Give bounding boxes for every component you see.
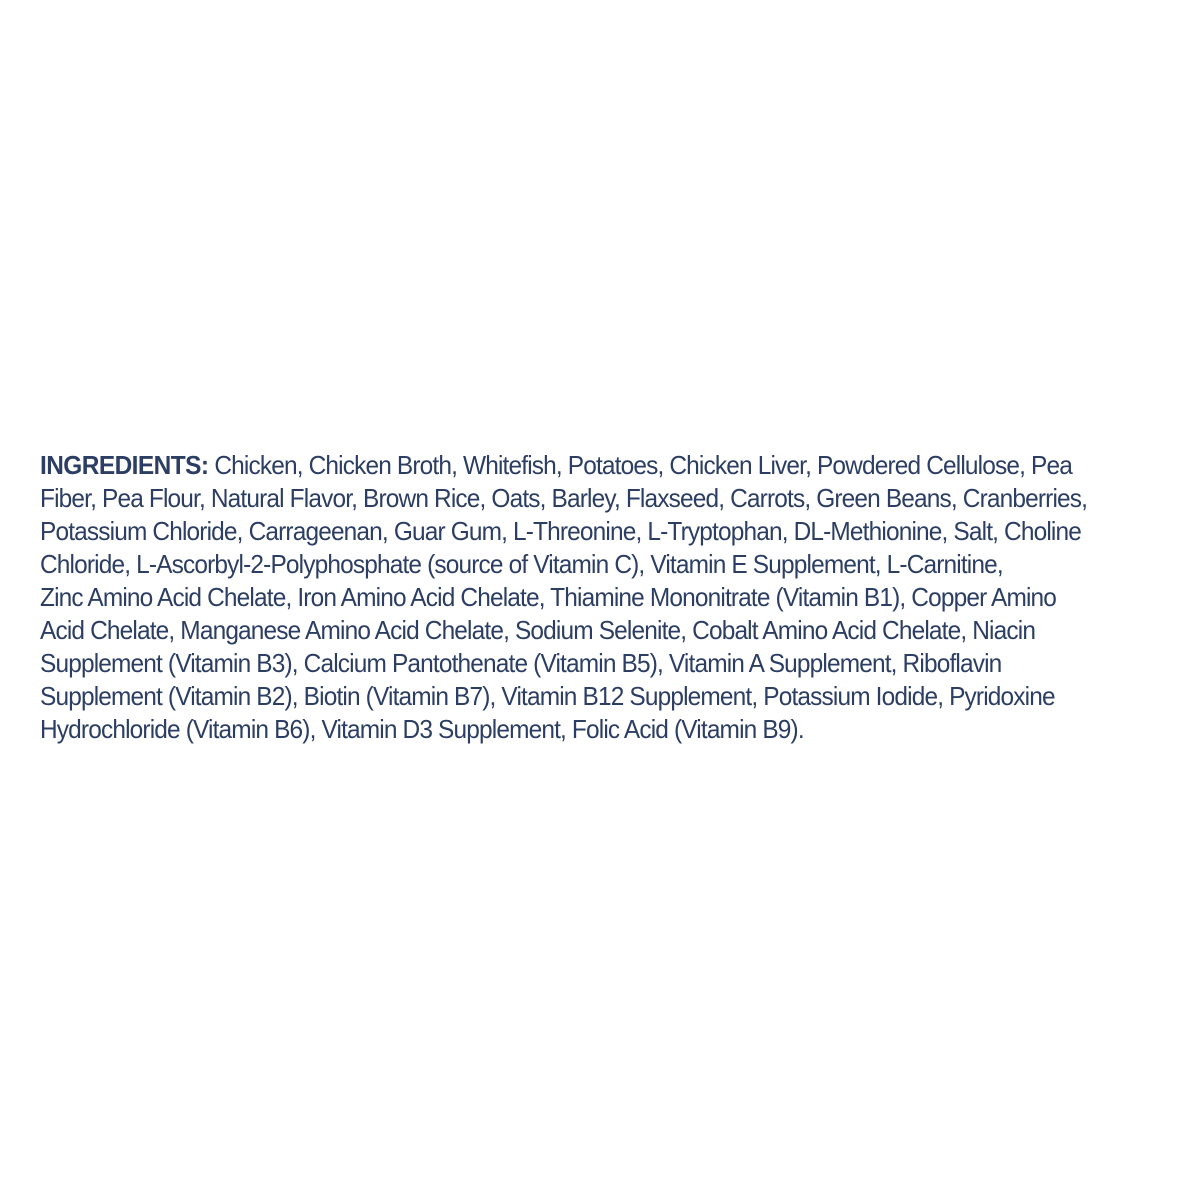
ingredients-line-1 (40, 449, 1095, 482)
ingredients-heading: INGREDIENTS: (40, 450, 209, 480)
ingredients-line-6: Acid Chelate, Manganese Amino Acid Chelate, Sodium Selenite, Cobalt Amino Acid Chelate, Niacin (40, 615, 1036, 645)
ingredients-text: Chicken, Chicken Broth, Whitefish, Potatoes, Chicken Liver, Powdered Cellulose, Pea (208, 450, 1072, 480)
ingredients-panel (40, 449, 1162, 746)
ingredients-line-9: Hydrochloride (Vitamin B6), Vitamin D3 Supplement, Folic Acid (Vitamin B9). (40, 714, 804, 744)
ingredients-line-8: Supplement (Vitamin B2), Biotin (Vitamin B7), Vitamin B12 Supplement, Potassium Iodide, Pyridoxine (40, 681, 1055, 711)
ingredients-line-3: Potassium Chloride, Carrageenan, Guar Gum, L-Threonine, L-Tryptophan, DL-Methionine, Salt, Choline (40, 516, 1081, 546)
ingredients-line-7: Supplement (Vitamin B3), Calcium Pantothenate (Vitamin B5), Vitamin A Supplement, Riboflavin (40, 648, 1002, 678)
ingredients-line-5: Zinc Amino Acid Chelate, Iron Amino Acid Chelate, Thiamine Mononitrate (Vitamin B1), Copper Amino (40, 582, 1057, 612)
ingredients-line-4: Chloride, L-Ascorbyl-2-Polyphosphate (source of Vitamin C), Vitamin E Supplement, L-Carnitine, (40, 549, 1003, 579)
ingredients-line-2: Fiber, Pea Flour, Natural Flavor, Brown Rice, Oats, Barley, Flaxseed, Carrots, Green Beans, Cranberries, (40, 483, 1088, 513)
